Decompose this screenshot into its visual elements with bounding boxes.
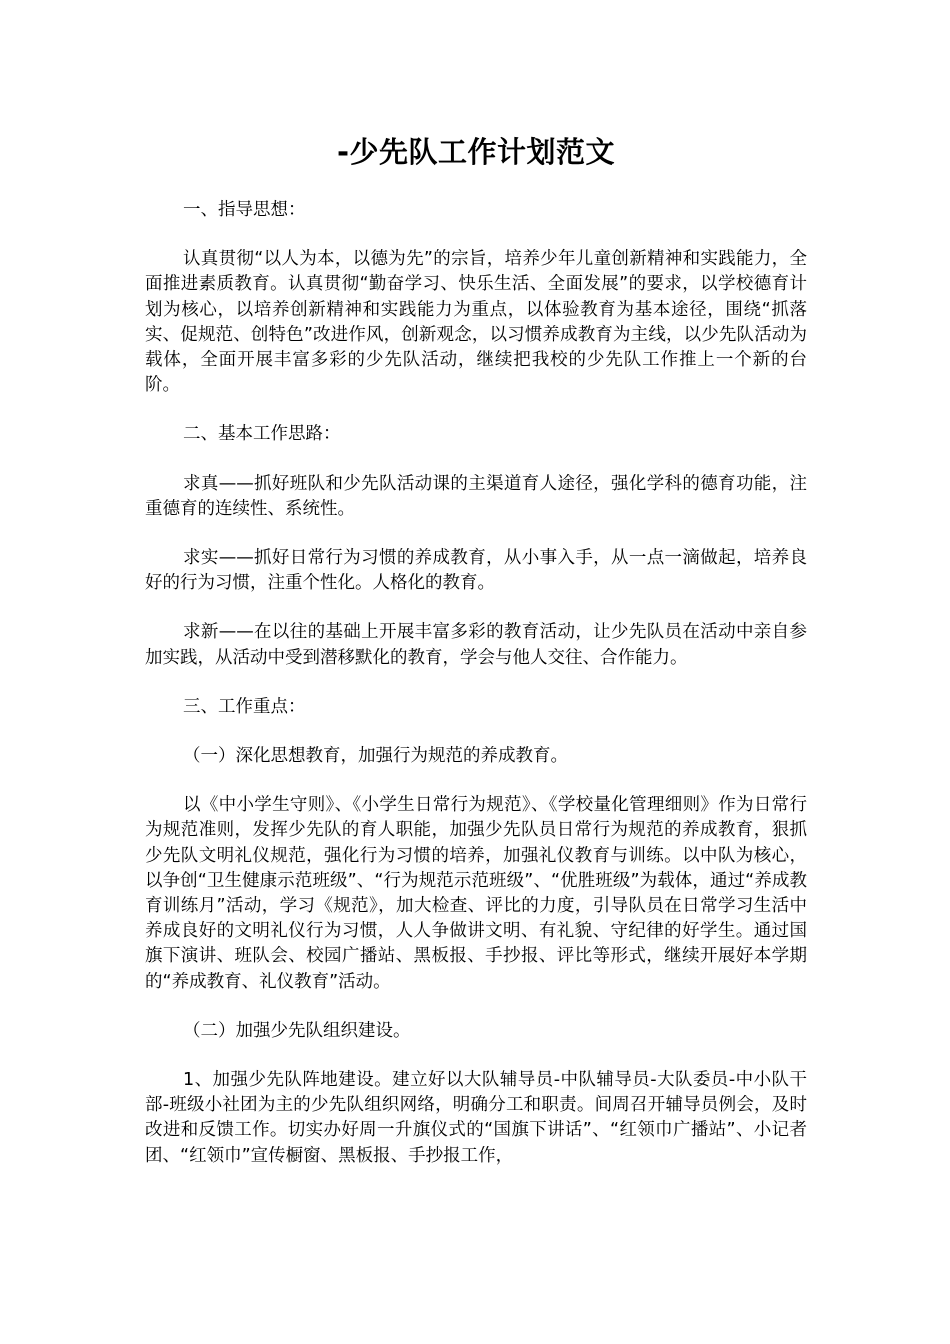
paragraph-seek-practical: 求实——抓好日常行为习惯的养成教育，从小事入手，从一点一滴做起，培养良好的行为习惯，注重个性化。人格化的教育。 <box>145 548 807 594</box>
subheading-ideological-education: （一）深化思想教育，加强行为规范的养成教育。 <box>183 746 568 767</box>
subheading-organization-building: （二）加强少先队组织建设。 <box>183 1020 411 1041</box>
paragraph-guiding-thought: 认真贯彻“以人为本，以德为先”的宗旨，培养少年儿童创新精神和实践能力，全面推进素质教育。认真贯彻“勤奋学习、快乐生活、全面发展”的要求，以学校德育计划为核心，以培养创新精神和实践能力为重点，以体验教育为基本途径，围绕“抓落实、促规范、创特色”改进作风，创新观念，以习惯养成教育为主线，以少先队活动为载体，全面开展丰富多彩的少先队活动，继续把我校的少先队工作推上一个新的台阶。 <box>145 249 807 396</box>
paragraph-seek-new: 求新——在以往的基础上开展丰富多彩的教育活动，让少先队员在活动中亲自参加实践，从活动中受到潜移默化的教育，学会与他人交往、合作能力。 <box>145 622 807 668</box>
paragraph-seek-truth: 求真——抓好班队和少先队活动课的主渠道育人途径，强化学科的德育功能，注重德育的连续性、系统性。 <box>145 473 807 519</box>
section-heading-guiding-thought: 一、指导思想： <box>183 200 306 220</box>
section-heading-work-approach: 二、基本工作思路： <box>183 424 341 445</box>
document-page <box>145 126 807 1193</box>
document-title: -少先队工作计划范文 <box>336 135 616 169</box>
paragraph-behavior-norms: 以《中小学生守则》、《小学生日常行为规范》、《学校量化管理细则》作为日常行为规范准则，发挥少先队的育人职能，加强少先队员日常行为规范的养成教育，狠抓少先队文明礼仪规范，强化行为习惯的培养，加强礼仪教育与训练。以中队为核心，以争创“卫生健康示范班级”、“行为规范示范班级”、“优胜班级”为载体，通过“养成教育训练月”活动，学习《规范》，加大检查、评比的力度，引导队员在日常学习生活中养成良好的文明礼仪行为习惯，人人争做讲文明、有礼貌、守纪律的好学生。通过国旗下演讲、班队会、校园广播站、黑板报、手抄报、评比等形式，继续开展好本学期的“养成教育、礼仪教育”活动。 <box>145 795 807 992</box>
section-heading-work-focus: 三、工作重点： <box>183 696 306 717</box>
paragraph-position-building: 1、加强少先队阵地建设。建立好以大队辅导员-中队辅导员-大队委员-中小队干部-班级小社团为主的少先队组织网络，明确分工和职责。间周召开辅导员例会，及时改进和反馈工作。切实办好周一升旗仪式的“国旗下讲话”、“红领巾广播站”、小记者团、“红领巾”宣传橱窗、黑板报、手抄报工作， <box>145 1070 807 1166</box>
